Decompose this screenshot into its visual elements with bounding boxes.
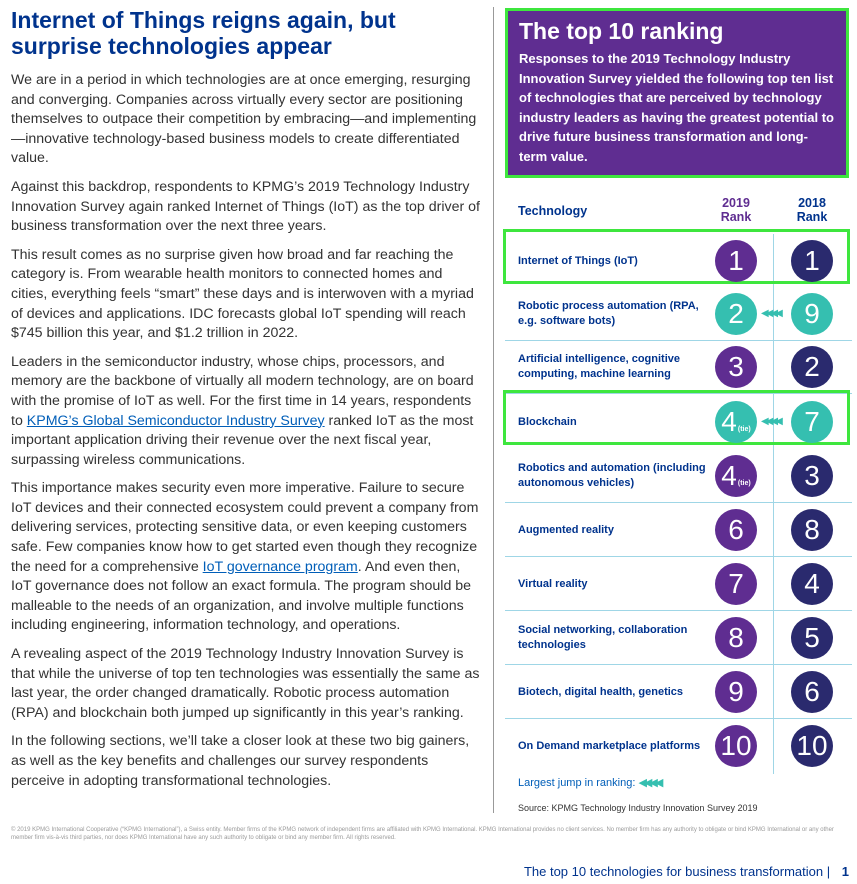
column-divider (493, 7, 494, 813)
ranking-row (505, 503, 852, 557)
rank-value: 3 (728, 351, 744, 382)
rank-value: 4 (721, 460, 737, 491)
technology-label: Biotech, digital health, genetics (518, 685, 684, 698)
technology-label: Virtual reality (518, 577, 588, 590)
tie-label: (tie) (737, 425, 751, 433)
iot-governance-link[interactable]: IoT governance program (202, 558, 358, 575)
ranking-row (505, 234, 852, 288)
rank-2019-circle (715, 346, 757, 388)
paragraph-2 (11, 178, 481, 237)
rank-2018-circle (791, 725, 833, 767)
paragraph-text: In the following sections, we’ll take a closer look at these two big gainers, as well as the key benefits and challenges our survey respondents perceive in adopting transformational technologies. (11, 733, 470, 789)
column-header-2018 (782, 196, 842, 224)
rank-value: 7 (728, 568, 744, 599)
rank-value: 7 (804, 406, 820, 437)
paragraph-text: This result comes as no surprise given how broad and far reaching the category is. From wearable health monitors to connected homes and cities, everything feels “smart” these days and is interwoven with a myriad of devices and applications. IDC forecasts global IoT spending will reach $745 billion this year, and $1.2 trillion in 2022. (11, 246, 474, 342)
paragraph-text: ranked IoT as the most important application driving their revenue over the next fiscal year, surpassing wireless communications. (11, 412, 474, 468)
ranking-intro-box (505, 8, 849, 178)
paragraph-6 (11, 645, 481, 723)
column-header-2019 (706, 196, 766, 224)
rank-2018-circle (791, 509, 833, 551)
ranking-row (505, 665, 852, 719)
rank-value: 10 (796, 730, 828, 761)
rank-2019-circle (715, 509, 757, 551)
paragraph-3 (11, 246, 481, 344)
rank-2018-circle (791, 240, 833, 282)
ranking-row (505, 449, 852, 503)
paragraph-text: Against this backdrop, respondents to KPMG’s 2019 Technology Industry Innovation Survey again ranked Internet of Things (IoT) as the top driver of business transformation over the next three years. (11, 178, 480, 235)
ranking-intro: Responses to the 2019 Technology Industry Innovation Survey yielded the following top ten list of technologies that are perceived by technology industry leaders as having the greatest potential to drive future business transformation and long-term value. (519, 51, 834, 164)
ranking-row (505, 719, 852, 773)
rank-value: 2 (728, 298, 744, 329)
rank-value: 4 (804, 568, 820, 599)
largest-jump-legend (518, 776, 660, 789)
header-rank: Rank (796, 210, 828, 224)
rank-value: 1 (728, 245, 744, 276)
technology-label: Social networking, collaboration technologies (518, 624, 688, 651)
paragraph-5 (11, 479, 481, 636)
ranking-title: The top 10 ranking (519, 18, 724, 44)
jump-arrows-icon: ◀◀◀◀ (761, 308, 780, 319)
rank-2019-circle (715, 617, 757, 659)
ranking-row (505, 611, 852, 665)
rank-value: 4 (721, 406, 737, 437)
paragraph-text: We are in a period in which technologies are at once emerging, resurging and converging. Companies across virtually every sector are positioning themselves to outpace their competition by embracing—and implementing—innovative technology-based business models to create differentiated value. (11, 72, 477, 167)
page-footer (524, 864, 849, 879)
rank-value: 10 (720, 730, 752, 761)
technology-label: Internet of Things (IoT) (518, 254, 638, 267)
header-year: 2018 (798, 196, 826, 210)
ranking-row (505, 395, 852, 449)
header-rank: Rank (720, 210, 752, 224)
ranking-row (505, 287, 852, 341)
ranking-row (505, 340, 852, 394)
rank-2018-circle (791, 293, 833, 335)
technology-label: Robotics and automation (including autonomous vehicles) (518, 462, 706, 489)
technology-label: Blockchain (518, 415, 577, 428)
source-note: Source: KPMG Technology Industry Innovation Survey 2019 (518, 803, 758, 813)
header-year: 2019 (722, 196, 750, 210)
rank-value: 9 (728, 676, 744, 707)
footer-title: The top 10 technologies for business transformation (523, 864, 824, 879)
rank-value: 9 (804, 298, 820, 329)
jump-arrows-icon: ◀◀◀◀ (761, 416, 780, 427)
technology-label: Artificial intelligence, cognitive computing, machine learning (518, 353, 680, 380)
ranking-table (505, 184, 852, 789)
jump-arrows-icon: ◀◀◀◀ (638, 777, 661, 789)
ranking-row (505, 557, 852, 611)
rank-2018-circle (791, 455, 833, 497)
column-header-technology: Technology (518, 204, 588, 218)
paragraph-4 (11, 353, 481, 471)
paragraph-text: . And even then, IoT governance does not follow an exact formula. The program should be malleable to the needs of an organization, and involve multiple functions including engineering, information technology, and operations. (11, 558, 472, 634)
technology-label: Robotic process automation (RPA, e.g. software bots) (518, 300, 699, 327)
article-title: Internet of Things reigns again, but surprise technologies appear (11, 7, 396, 59)
paragraph-7 (11, 732, 481, 791)
rank-value: 8 (804, 514, 820, 545)
paragraph-text: A revealing aspect of the 2019 Technology Industry Innovation Survey is that while the universe of top ten technologies was essentially the same as last year, the order changed dramatically. Robotic process automation (RPA) and blockchain both jumped up significantly in this year’s ranking. (11, 646, 480, 721)
rank-value: 6 (804, 676, 820, 707)
semiconductor-survey-link[interactable]: KPMG’s Global Semiconductor Industry Survey (26, 412, 325, 429)
technology-label: Augmented reality (518, 523, 614, 536)
rank-2018-circle (791, 401, 833, 443)
rank-2019-circle (715, 563, 757, 605)
legend-label: Largest jump in ranking: (518, 777, 636, 789)
tie-label: (tie) (737, 479, 751, 487)
rank-2018-circle (791, 617, 833, 659)
rank-2019-circle (715, 240, 757, 282)
rank-2019-circle (715, 725, 757, 767)
rank-value: 8 (728, 622, 744, 653)
paragraph-1 (11, 71, 481, 169)
rank-2019-circle (715, 293, 757, 335)
technology-label: On Demand marketplace platforms (518, 739, 701, 752)
paragraph-text: Leaders in the semiconductor industry, whose chips, processors, and memory are the backbone of virtually all modern technology, are on board with the promise of IoT as well. For the first time in 14 years, respondents to (11, 353, 474, 429)
legal-disclaimer: © 2019 KPMG International Cooperative (“KPMG International”), a Swiss entity. Member firms of the KPMG network of independent firms are affiliated with KPMG International. KPMG International provides no client services. No member firm has any authority to obligate or bind KPMG International or any other member firm vis-à-vis third parties, nor does KPMG International have any such authority to obligate or bind any member firm. All rights reserved. (11, 827, 834, 841)
paragraph-text: This importance makes security even more imperative. Failure to secure IoT devices and their connected ecosystem could prevent a company from delivering services, protecting sensitive data, or even keeping customers safe. Few companies know how to get started even though they recognize the need for a comprehensive (11, 480, 479, 575)
rank-2019-circle (715, 671, 757, 713)
rank-2018-circle (791, 346, 833, 388)
article (11, 7, 481, 791)
rank-2019-circle (715, 401, 757, 443)
rank-value: 5 (804, 622, 820, 653)
rank-value: 1 (804, 245, 820, 276)
rank-2019-circle (715, 455, 757, 497)
page-number: 1 (841, 864, 849, 879)
rank-value: 2 (804, 351, 820, 382)
rank-2018-circle (791, 671, 833, 713)
footer-separator: | (826, 864, 831, 879)
rank-value: 6 (728, 514, 744, 545)
rank-value: 3 (804, 460, 820, 491)
rank-2018-circle (791, 563, 833, 605)
